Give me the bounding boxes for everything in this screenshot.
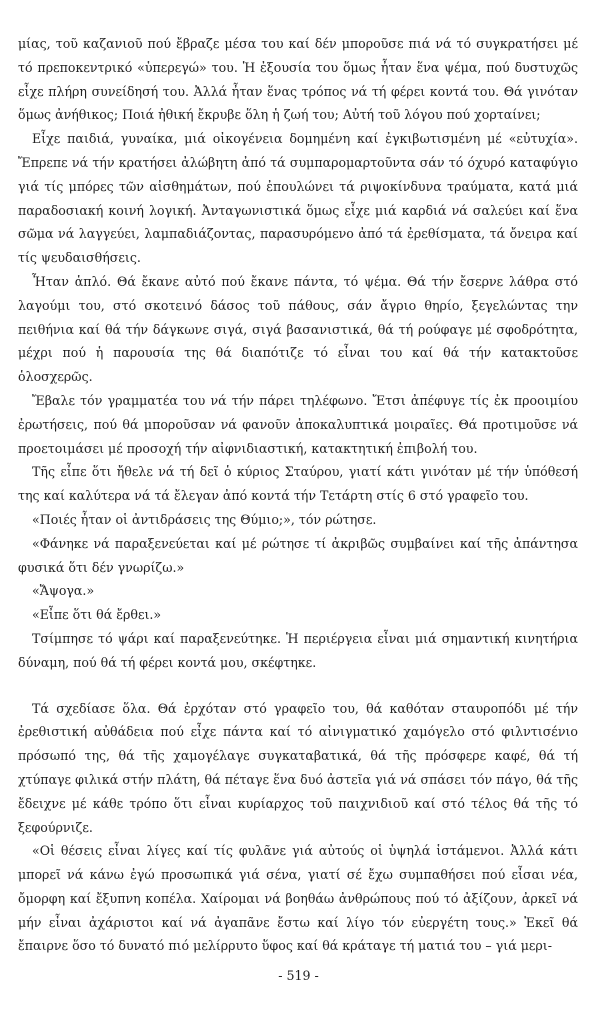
paragraph-6: Τσίμπησε τό ψάρι καί παραξενεύτηκε. Ἡ περιέργεια εἶναι μιά σημαντική κινητήρια δύναμη, πού θά τή φέρει κοντά μου, σκέφτηκε. — [18, 630, 578, 670]
paragraph-1: μίας, τοῦ καζανιοῦ πού ἔβραζε μέσα του καί δέν μποροῦσε πιά νά τό συγκρατήσει μέ τό πρεποκεντρικό «ὑπερεγώ» του. Ἡ ἐξουσία του ὅμως ἦταν ἕνα ψέμα, πού δυστυχῶς εἶχε πλήρη συνείδησή του. Ἀλλά ἦταν ἕνας τρόπος νά τή φέρει κοντά του. Θά γινόταν ὅμως ἀνήθικος; Ποιά ἠθική ἔκρυβε ὅλη ἡ ζωή του; Αὐτή τοῦ λόγου πού χορταίνει; — [18, 36, 578, 123]
dialogue-line-4: «Εἶπε ὅτι θά ἔρθει.» — [32, 607, 162, 623]
paragraph-4: Ἔβαλε τόν γραμματέα του νά τήν πάρει τηλέφωνο. Ἔτσι ἀπέφυγε τίς ἐκ προοιμίου ἐρωτήσεις, πού θά μποροῦσαν νά φανοῦν ἀποκαλυπτικά μοιραῖες. Θά προτιμοῦσε νά προετοιμάσει μέ προσοχή τήν αἰφνιδιαστική, κατακτητική ἐπιβολή του. — [18, 392, 578, 456]
paragraph-7: Τά σχεδίασε ὅλα. Θά ἐρχόταν στό γραφεῖο του, θά καθόταν σταυροπόδι μέ τήν ἐρεθιστική αὐθάδεια πού εἶχε πάντα καί τό αἰνιγματικό χαμόγελο στό φιλντισένιο πρόσωπό της, θά τῆς χαμογέλαγε συγκαταβατικά, θά τῆς πρόσφερε καφέ, θά τή χτύπαγε φιλικά στήν πλάτη, θά πέταγε ἕνα δυό ἀστεῖα γιά νά σπάσει τόν πάγο, θά τῆς ἔδειχνε μέ κάθε τρόπο ὅτι εἶναι κυρίαρχος τοῦ παιχνιδιοῦ καί στό τέλος θά τῆς τό ξεφούρνιζε. — [18, 700, 578, 835]
dialogue-line-2: «Φάνηκε νά παραξενεύεται καί μέ ρώτησε τί ἀκριβῶς συμβαίνει καί τῆς ἀπάντησα φυσικά ὅτι δέν γνωρίζω.» — [18, 535, 578, 575]
paragraph-8: «Οἱ θέσεις εἶναι λίγες καί τίς φυλᾶνε γιά αὐτούς οἱ ὑψηλά ἱστάμενοι. Ἀλλά κάτι μπορεῖ νά κάνω ἐγώ προσωπικά γιά σένα, γιατί σέ ἔχω συμπαθήσει πού εἶσαι νέα, ὄμορφη καί ἔξυπνη κοπέλα. Χαίρομαι νά βοηθάω ἀνθρώπους πού τό ἀξίζουν, ἀρκεῖ νά μήν εἶναι ἀχάριστοι καί νά ἀγαπᾶνε ἔστω καί λίγο τόν εὐεργέτη τους.» Ἐκεῖ θά ἔπαιρνε ὅσο τό δυνατό πιό μελίρρυτο ὕφος καί θά κράταγε τή ματιά του – γιά μερι- — [18, 843, 578, 954]
dialogue-line-3: «Ἄψογα.» — [32, 583, 95, 599]
page-body — [18, 32, 578, 958]
section-break — [18, 675, 578, 697]
paragraph-5: Τῆς εἶπε ὅτι ἤθελε νά τή δεῖ ὁ κύριος Σταύρου, γιατί κάτι γινόταν μέ τήν ὑπόθεσή της καί καλύτερα νά τά ἔλεγαν ἀπό κοντά τήν Τετάρτη στίς 6 στό γραφεῖο του. — [18, 464, 578, 504]
page-number: - 519 - — [278, 968, 319, 983]
paragraph-2: Εἶχε παιδιά, γυναίκα, μιά οἰκογένεια δομημένη καί ἐγκιβωτισμένη μέ «εὐτυχία». Ἔπρεπε νά τήν κρατήσει ἀλώβητη ἀπό τά συμπαρομαρτοῦντα σάν τό όχυρό καταφύγιο γιά τίς μπόρες τῶν αἰσθημάτων, πού ἐπουλώνει τά ριψοκίνδυνα τραύματα, κατά μιά παραδοσιακή κοινή λογική. Ἀνταγωνιστικά ὅμως εἶχε μιά καρδιά νά σαλεύει καί ἕνα σῶμα νά λαγγεύει, λαμπαδιάζοντας, παρασυρόμενο ἀπό τά ἐρεθίσματα, τά ὄνειρα καί τίς ψευδαισθήσεις. — [18, 131, 578, 266]
paragraph-3: Ἦταν ἁπλό. Θά ἔκανε αὐτό πού ἔκανε πάντα, τό ψέμα. Θά τήν ἔσερνε λάθρα στό λαγούμι του, στό σκοτεινό δάσος τοῦ πάθους, σάν ἄγριο θηρίο, ξεγελώντας την πειθήνια καί θά τήν δάγκωνε σιγά, σιγά βασανιστικά, θά τή ρούφαγε μέ σφοδρότητα, μέχρι πού ἡ παρουσία της θά διαπότιζε τό εἶναι του καί θά τήν κατακτοῦσε ὁλοσχερῶς. — [18, 273, 578, 385]
dialogue-line-1: «Ποιές ἦταν οἱ ἀντιδράσεις της Θύμιο;», τόν ρώτησε. — [32, 511, 377, 527]
